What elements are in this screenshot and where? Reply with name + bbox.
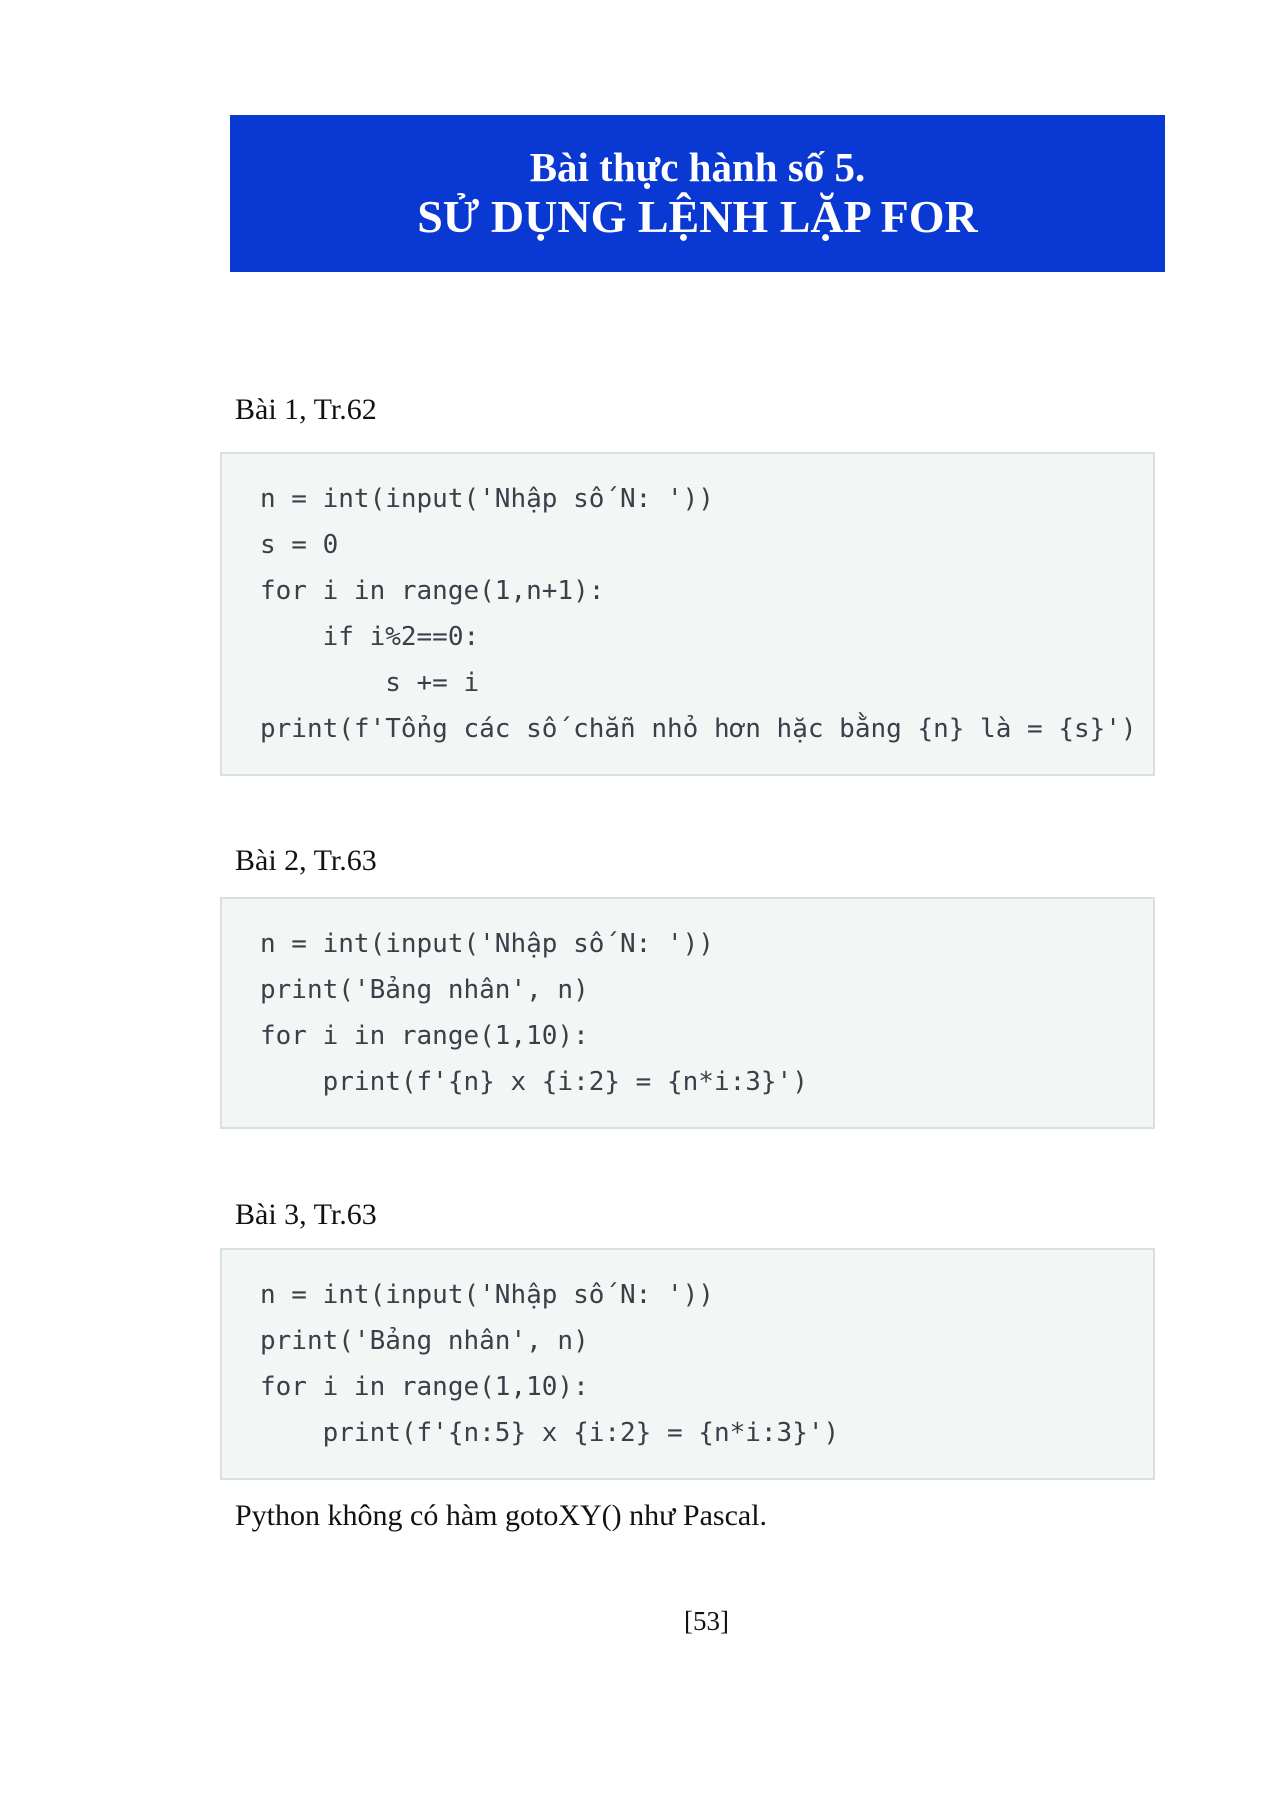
section-heading-bai-3: Bài 3, Tr.63 [235,1198,377,1231]
code-line: for i in range(1,10): [260,1372,589,1402]
code-line: for i in range(1,n+1): [260,576,605,606]
code-line: print(f'Tổng các số chẵn nhỏ hơn hặc bằng {n} là = {s}') [260,714,1137,744]
code-line: n = int(input('Nhập số N: ')) [260,929,714,959]
code-line: n = int(input('Nhập số N: ')) [260,1280,714,1310]
code-line: print('Bảng nhân', n) [260,1326,589,1356]
note-text: Python không có hàm gotoXY() như Pascal. [235,1499,768,1532]
code-line: s = 0 [260,530,339,560]
code-line: print(f'{n} x {i:2} = {n*i:3}') [260,1067,808,1097]
code-line: s += i [260,668,480,698]
code-line: if i%2==0: [260,622,480,652]
code-line: print(f'{n:5} x {i:2} = {n*i:3}') [260,1418,840,1448]
code-line: print('Bảng nhân', n) [260,975,589,1005]
title-line-2: SỬ DỤNG LỆNH LẶP FOR [417,190,978,242]
section-heading-bai-1: Bài 1, Tr.62 [235,393,377,426]
page-number: [53] [684,1606,729,1636]
code-block-bai-2 [220,897,1155,1129]
section-heading-bai-2: Bài 2, Tr.63 [235,844,377,877]
title-banner [230,115,1165,272]
code-block-bai-3 [220,1248,1155,1480]
content-column [220,115,1155,1637]
code-block-bai-1 [220,452,1155,776]
code-line: n = int(input('Nhập số N: ')) [260,484,714,514]
code-line: for i in range(1,10): [260,1021,589,1051]
title-line-1: Bài thực hành số 5. [529,143,866,190]
